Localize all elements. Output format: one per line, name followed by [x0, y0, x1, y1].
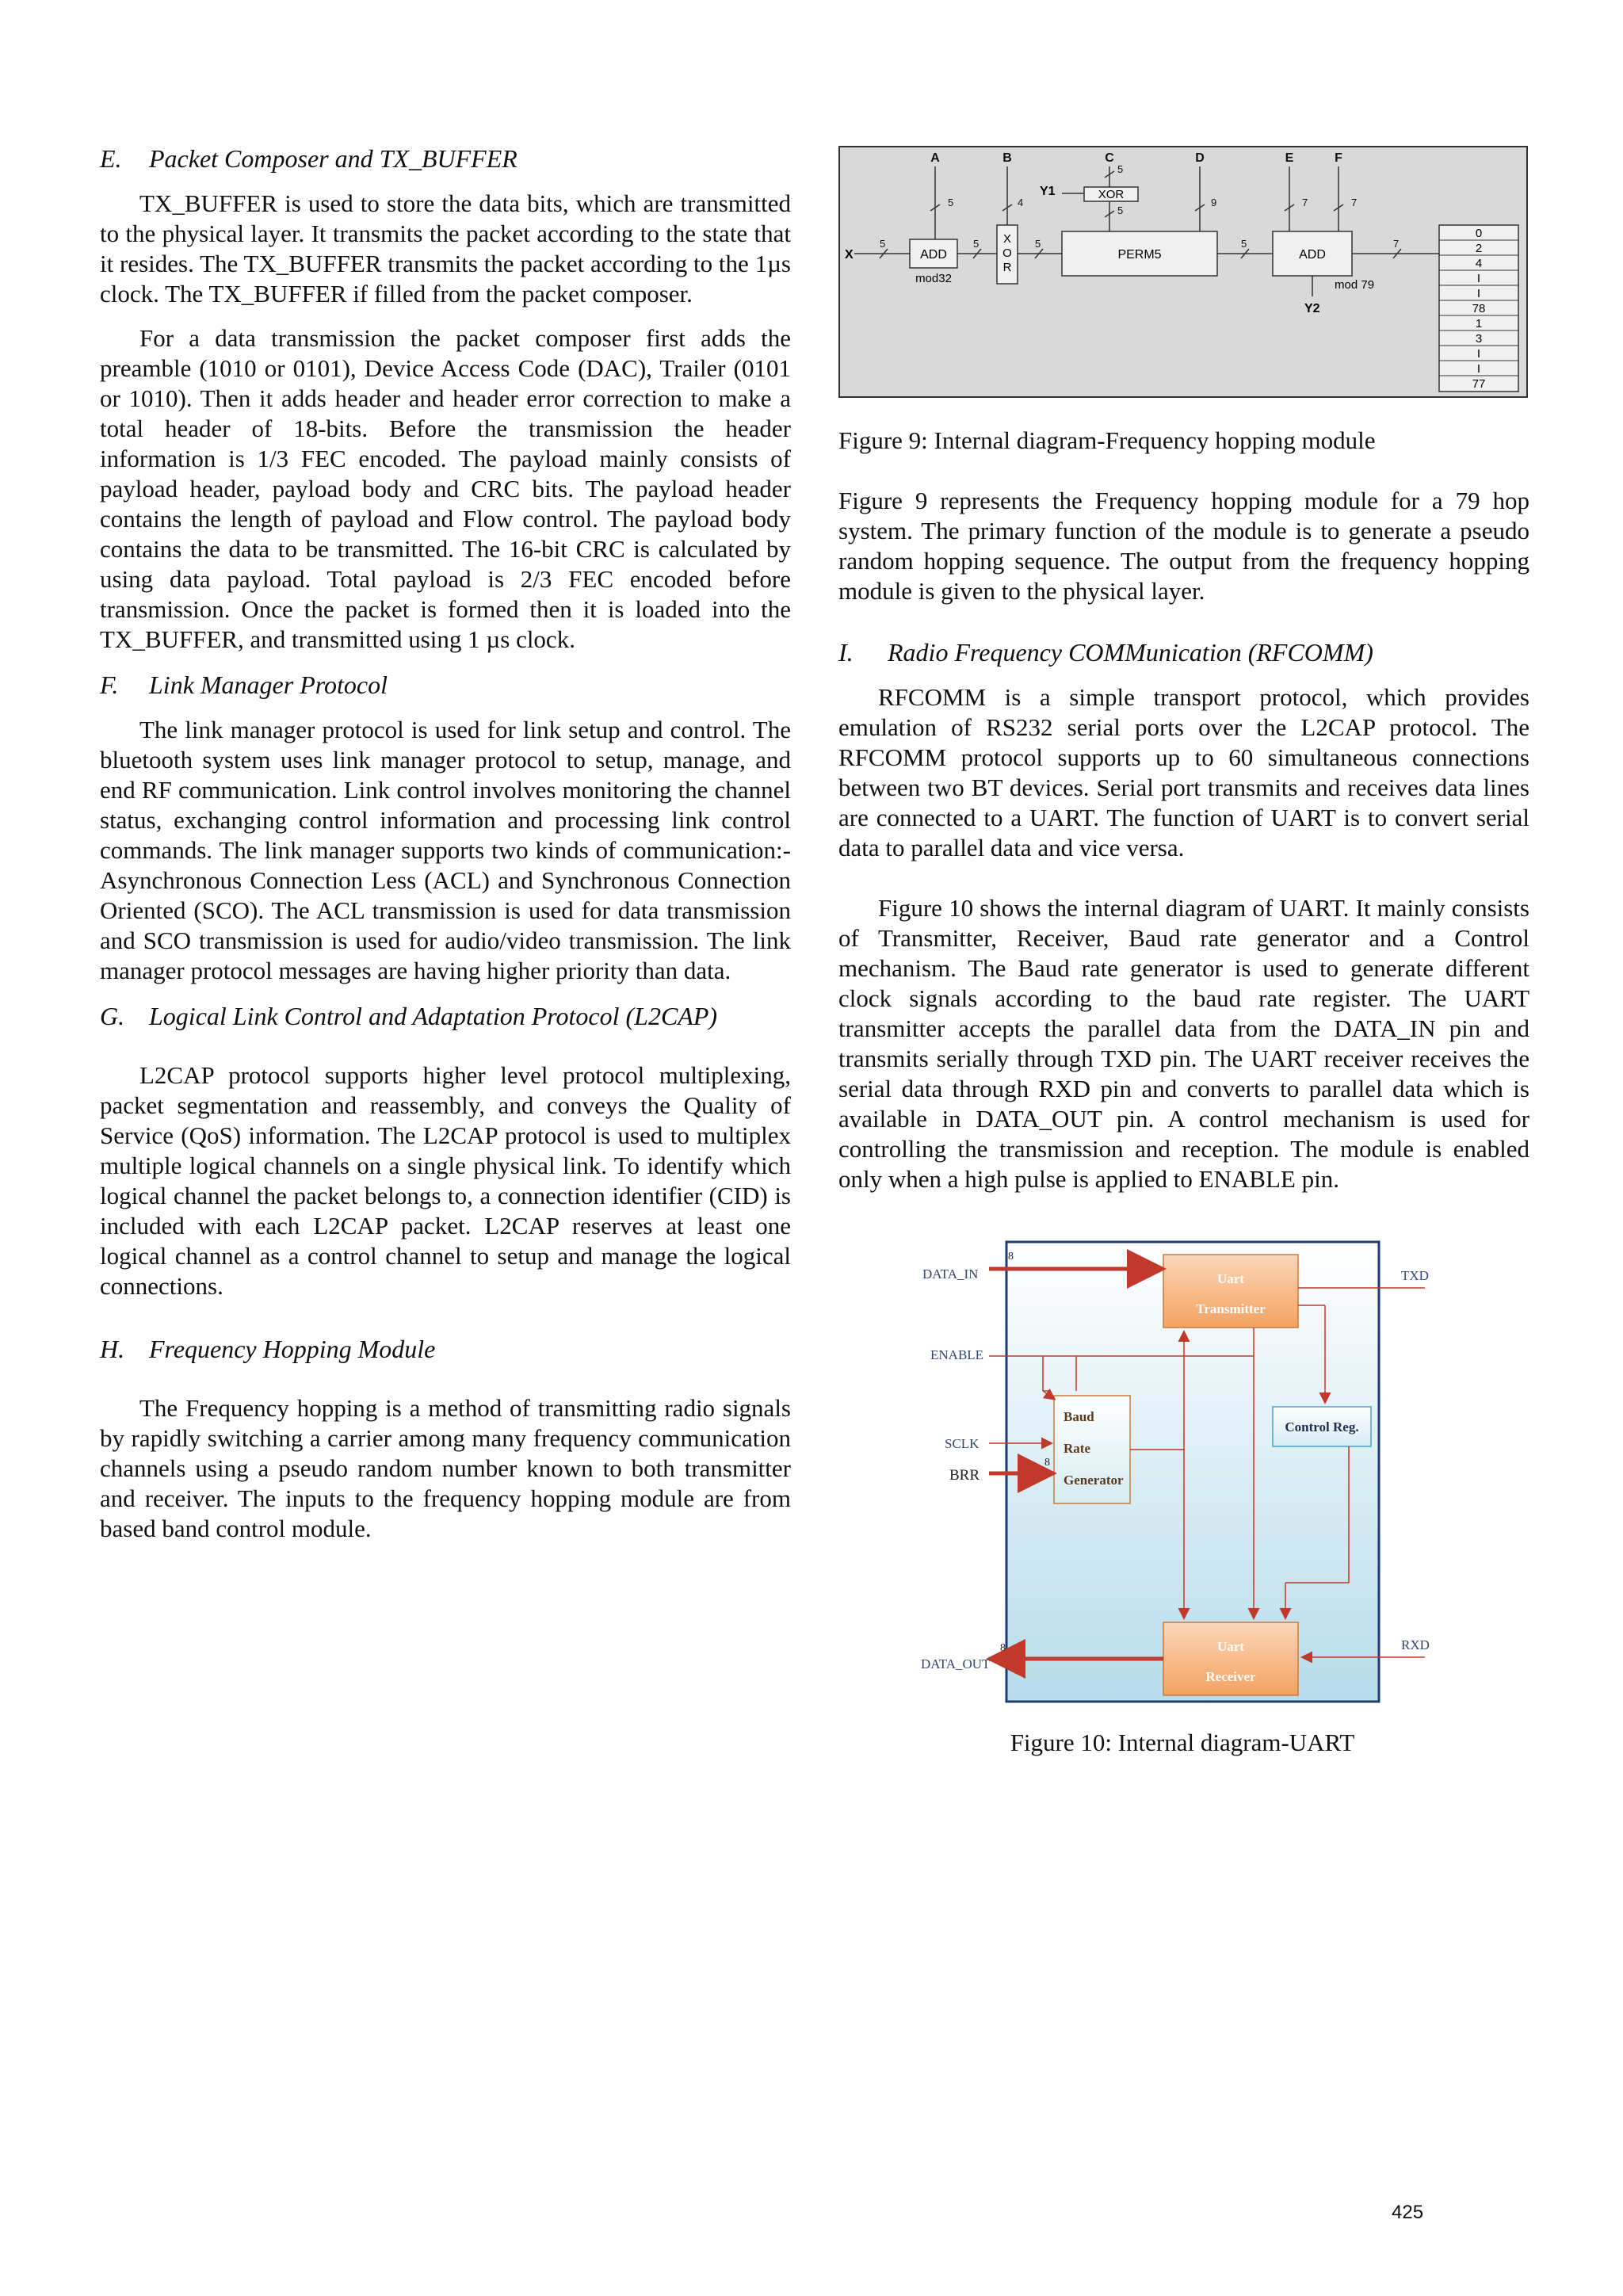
paragraph: Figure 9 represents the Frequency hopping module for a 79 hop system. The primary function of the module is to generate a pseudo random hopping sequence. The output from the frequency hopping module is given to the physical layer. [838, 487, 1529, 605]
hop-value: 2 [1475, 242, 1483, 255]
bus-width: 8 [1044, 1457, 1050, 1469]
hop-value: I [1476, 287, 1481, 300]
y1-label: Y1 [1040, 185, 1056, 198]
transmitter-label: Transmitter [1196, 1301, 1266, 1316]
bus-width: 5 [1241, 238, 1247, 250]
baud-label: Baud [1064, 1409, 1094, 1424]
x-label: X [845, 248, 854, 262]
enable-label: ENABLE [930, 1347, 984, 1362]
receiver-label: Receiver [1205, 1669, 1256, 1684]
xor-label: XOR [1098, 188, 1125, 201]
bus-width: 8 [1008, 1251, 1014, 1263]
section-f-heading [100, 669, 791, 701]
baud-label: Generator [1064, 1473, 1124, 1488]
left-column [100, 143, 791, 1558]
hop-value: I [1476, 272, 1481, 285]
section-label: G. [100, 1002, 125, 1030]
input-label: A [930, 151, 940, 165]
transmitter-label: Uart [1217, 1271, 1244, 1286]
hop-value: 3 [1475, 332, 1483, 346]
frequency-hopping-diagram [838, 146, 1528, 398]
paragraph: For a data transmission the packet composer first adds the preamble (1010 or 0101), Device Access Code (DAC), Trailer (0101 or 1010). Then it adds header and header error correction to make a total header of 18-bits. Before the transmission the header information is 1/3 FEC encoded. The payload mainly consists of payload header, payload body and CRC bits. The payload header contains the length of payload and Flow control. The payload body contains the data to be transmitted. The 16-bit CRC is calculated by using data payload. Total payload is 2/3 FEC encoded before transmission. Once the packet is formed then it is loaded into the TX_BUFFER, and transmitted using 1 µs clock. [100, 324, 791, 653]
control-reg-label: Control Reg. [1285, 1419, 1359, 1435]
section-label: E. [100, 144, 122, 173]
brr-label: BRR [949, 1467, 980, 1484]
receiver-label: Uart [1217, 1639, 1244, 1654]
rxd-label: RXD [1401, 1637, 1430, 1652]
bus-width: 5 [1035, 238, 1041, 250]
section-g-heading [100, 1000, 791, 1032]
hop-value: I [1476, 362, 1481, 376]
mod32-label: mod32 [915, 272, 952, 285]
figure-10-caption: Figure 10: Internal diagram-UART [1010, 1729, 1355, 1756]
input-label: C [1105, 151, 1114, 165]
right-column [838, 146, 1529, 1758]
sclk-label: SCLK [945, 1436, 980, 1451]
xor-letter: R [1002, 261, 1012, 274]
hop-value: 0 [1475, 227, 1483, 240]
hop-value: 1 [1475, 317, 1483, 330]
input-label: F [1335, 151, 1342, 165]
section-title: Radio Frequency COMMunication (RFCOMM) [888, 638, 1373, 667]
bus-width: 7 [1351, 197, 1358, 208]
xor-letter: O [1002, 246, 1012, 260]
bus-width: 7 [1393, 238, 1400, 250]
uart-transmitter-block [1163, 1255, 1298, 1328]
hop-value: 4 [1475, 257, 1483, 270]
page-number: 425 [1392, 2202, 1424, 2223]
bus-width: 5 [1117, 163, 1124, 175]
section-title: Link Manager Protocol [149, 670, 388, 699]
add2-label: ADD [1299, 248, 1326, 262]
paragraph: RFCOMM is a simple transport protocol, which provides emulation of RS232 serial ports over the L2CAP protocol. The RFCOMM protocol supports up to 60 simultaneous connections between two BT devices. Serial port transmits and receives data lines are connected to a UART. The function of UART is to convert serial data to parallel data and vice versa. [838, 683, 1529, 861]
paragraph: The link manager protocol is used for link setup and control. The bluetooth system uses link manager protocol to setup, manage, and end RF communication. Link control involves monitoring the channel status, exchanging control information and processing link control commands. The link manager supports two kinds of communication:-Asynchronous Connection Less (ACL) and Synchronous Connection Oriented (SCO). The ACL transmission is used for data transmission and SCO transmission is used for audio/video transmission. The link manager protocol messages are having higher priority than data. [100, 716, 791, 984]
y2-label: Y2 [1304, 302, 1320, 315]
paragraph: Figure 10 shows the internal diagram of UART. It mainly consists of Transmitter, Receiver, Baud rate generator and a Control mechanism. The Baud rate generator is used to generate different clock signals according to the baud rate register. The UART transmitter accepts the parallel data from the DATA_IN pin and transmits serially through TXD pin. The UART receiver receives the serial data through RXD pin and converts to parallel data which is available in DATA_OUT pin. A control mechanism is used for controlling the transmission and reception. The module is enabled only when a high pulse is applied to ENABLE pin. [838, 894, 1529, 1193]
section-e-heading [100, 143, 791, 174]
paragraph: L2CAP protocol supports higher level protocol multiplexing, packet segmentation and reassembly, and conveys the Quality of Service (QoS) information. The L2CAP protocol is used to multiplex multiple logical channels on a single physical link. To identify which logical channel the packet belongs to, a connection identifier (CID) is included with each L2CAP packet. L2CAP reserves at least one logical channel as a control channel to setup and manage the logical connections. [100, 1061, 791, 1300]
section-title: Packet Composer and TX_BUFFER [149, 144, 517, 173]
section-label: I. [838, 638, 854, 667]
bus-width: 5 [880, 238, 886, 250]
figure-9 [838, 146, 1529, 456]
uart-receiver-block [1163, 1622, 1298, 1695]
input-label: B [1002, 151, 1012, 165]
uart-diagram [921, 1226, 1444, 1717]
data-out-label: DATA_OUT [921, 1656, 991, 1671]
section-title: Logical Link Control and Adaptation Protocol (L2CAP) [149, 1002, 718, 1030]
bus-width: 8 [1000, 1642, 1006, 1654]
add-label: ADD [920, 248, 947, 262]
figure-10 [921, 1226, 1444, 1758]
paragraph: TX_BUFFER is used to store the data bits, which are transmitted to the physical layer. It transmits the packet according to the state that it resides. The TX_BUFFER transmits the packet according to the 1µs clock. The TX_BUFFER if filled from the packet composer. [100, 189, 791, 308]
bus-width: 5 [973, 238, 980, 250]
txd-label: TXD [1401, 1268, 1429, 1283]
data-in-label: DATA_IN [922, 1266, 979, 1282]
perm5-label: PERM5 [1117, 248, 1162, 262]
hop-value: 78 [1472, 302, 1486, 315]
hop-value: I [1476, 347, 1481, 361]
bus-width: 7 [1302, 197, 1308, 208]
section-label: H. [100, 1335, 125, 1363]
bus-width: 5 [948, 197, 954, 208]
section-title: Frequency Hopping Module [149, 1335, 436, 1363]
input-label: E [1285, 151, 1294, 165]
figure-9-caption: Figure 9: Internal diagram-Frequency hopping module [838, 426, 1376, 454]
section-label: F. [100, 670, 119, 699]
paragraph: The Frequency hopping is a method of transmitting radio signals by rapidly switching a carrier among many frequency communication channels using a pseudo random number known to both transmitter and receiver. The inputs to the frequency hopping module are from based band control module. [100, 1394, 791, 1542]
bus-width: 4 [1018, 197, 1024, 208]
baud-label: Rate [1064, 1441, 1090, 1456]
section-h-heading [100, 1333, 791, 1365]
xor-letter: X [1002, 232, 1012, 246]
mod79-label: mod 79 [1335, 278, 1375, 292]
bus-width: 9 [1211, 197, 1217, 208]
hop-value: 77 [1472, 377, 1486, 391]
bus-width: 5 [1117, 204, 1124, 216]
input-label: D [1195, 151, 1205, 165]
section-i-heading [838, 636, 1529, 668]
